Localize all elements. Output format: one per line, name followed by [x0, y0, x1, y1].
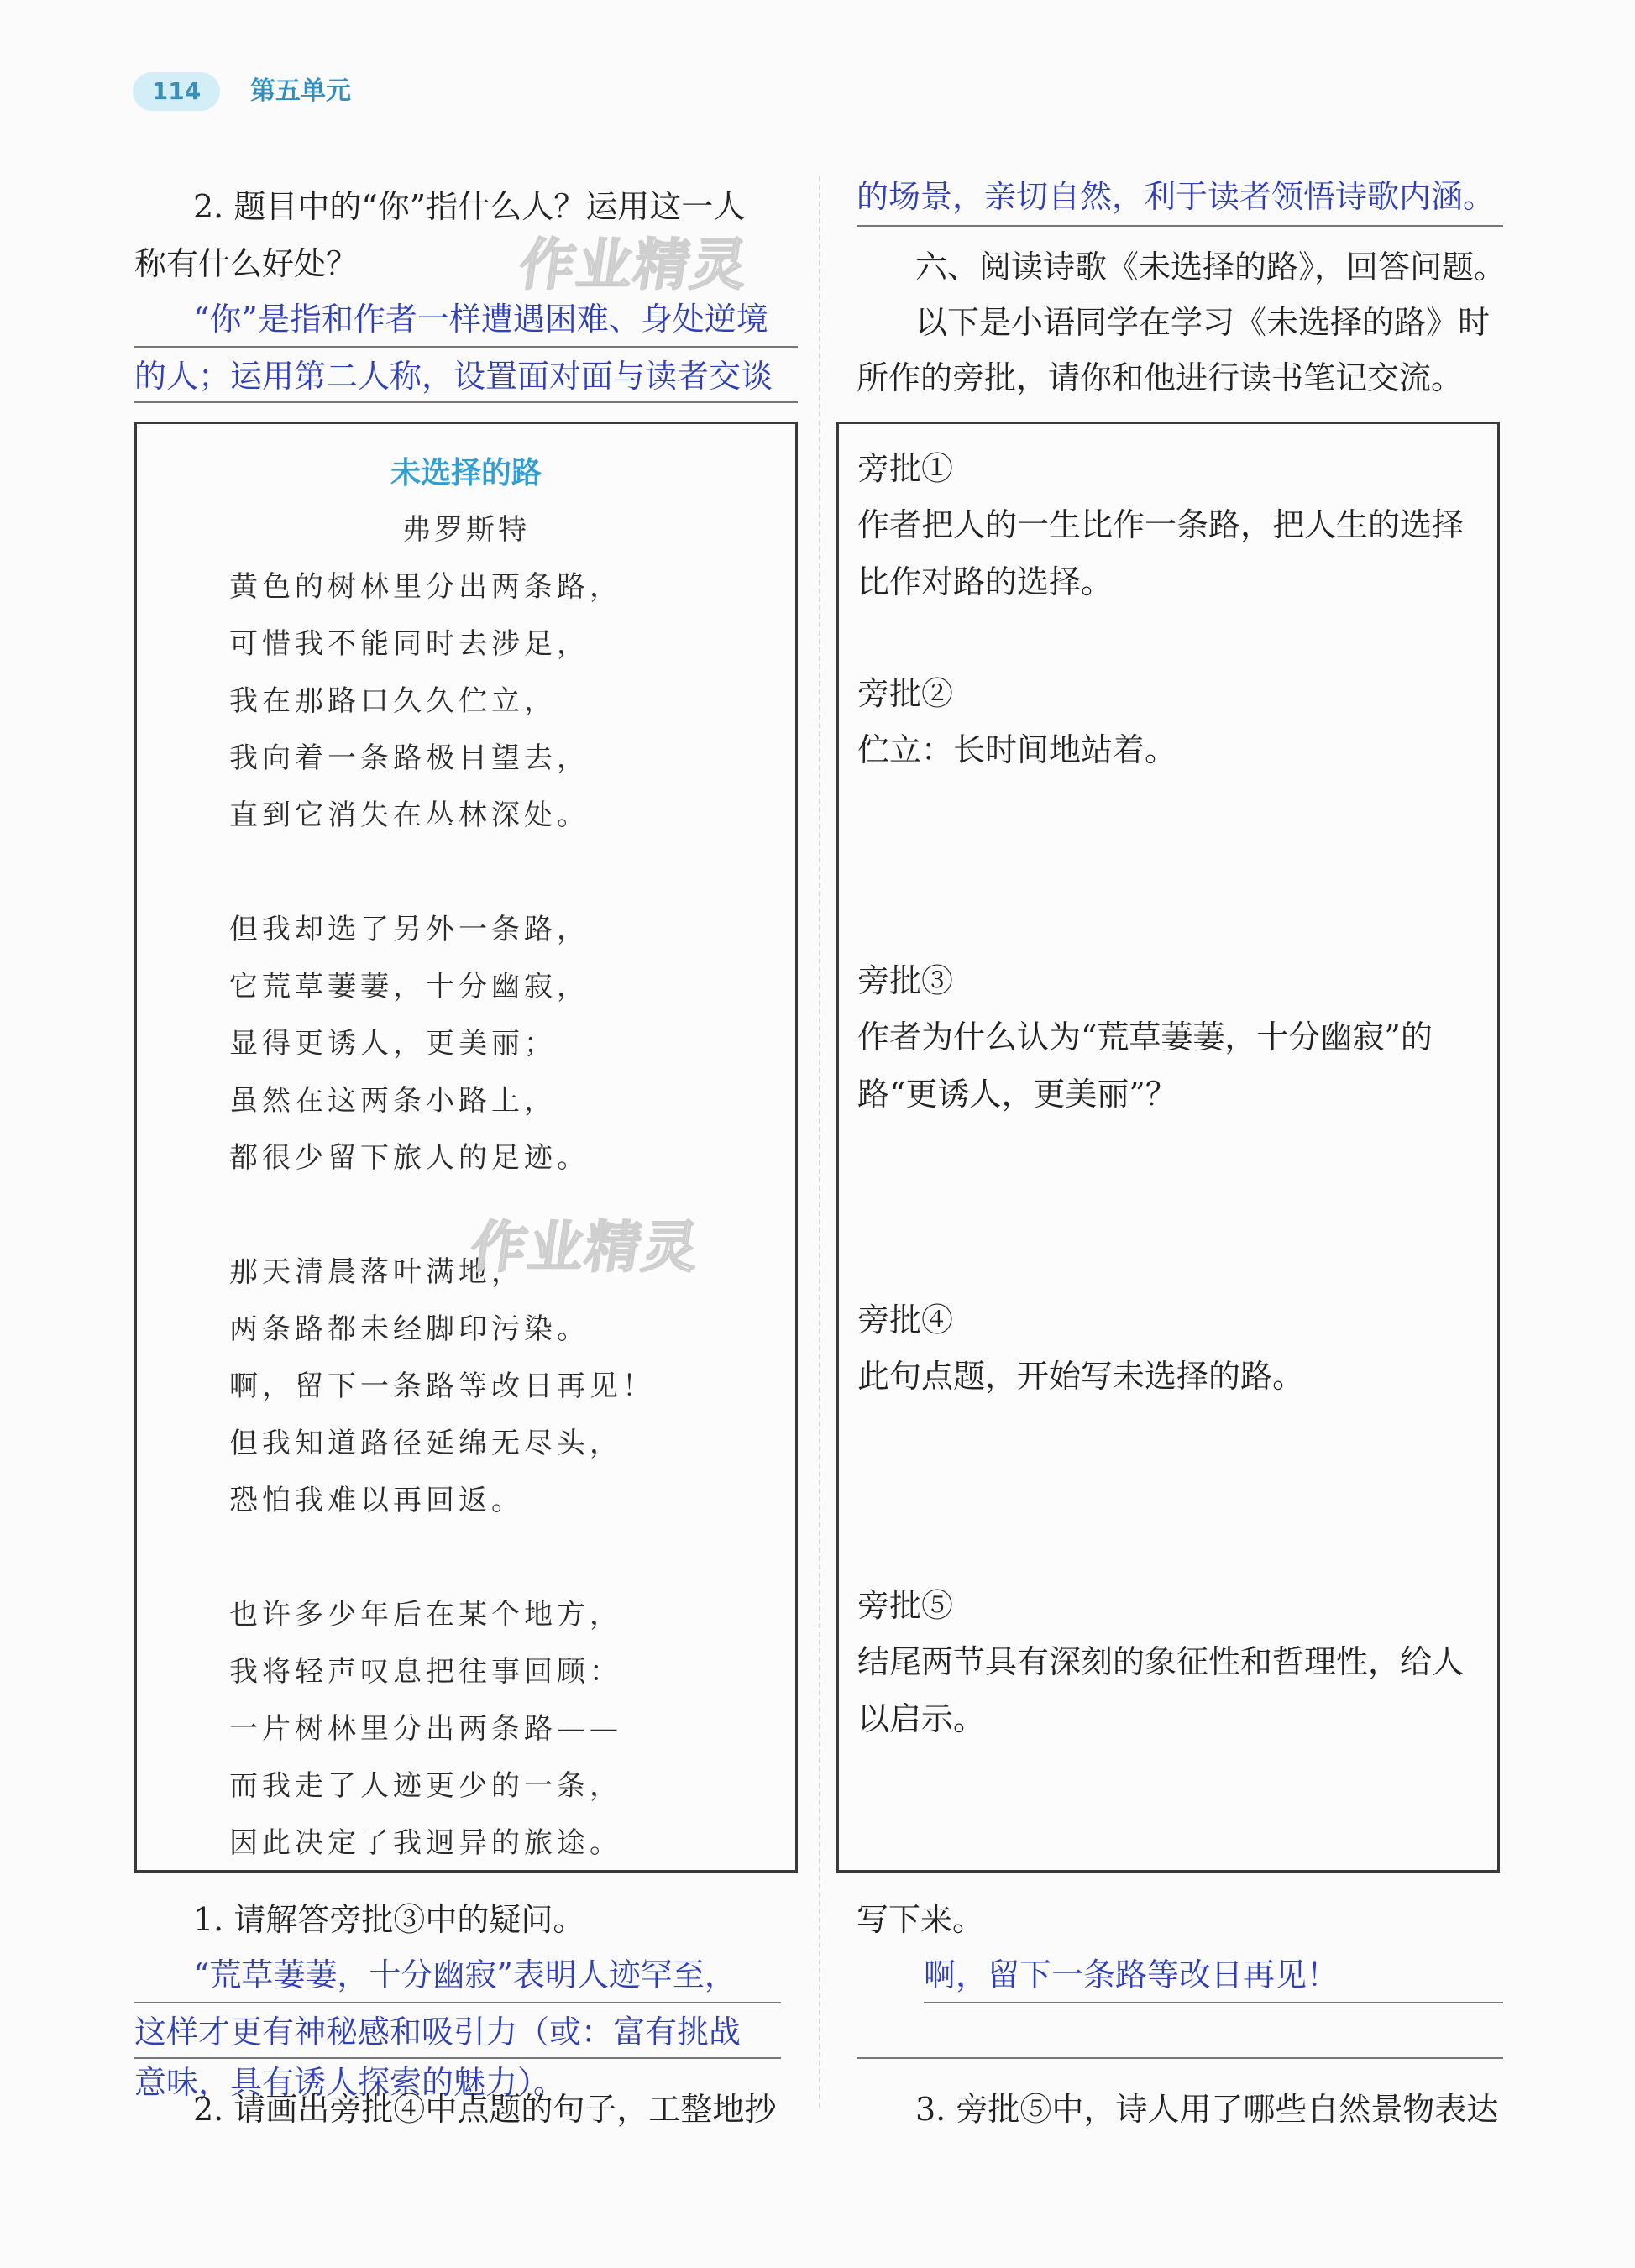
answer-2-line-2[interactable]: 的人；运用第二人称，设置面对面与读者交谈: [134, 358, 773, 395]
watermark-logo: 作业精灵: [466, 1215, 705, 1280]
poem-line: 我将轻声叹息把往事回顾：: [229, 1655, 622, 1689]
answer-rule: [857, 2057, 1503, 2059]
poem-line: 我向着一条路极目望去，: [229, 741, 590, 775]
answer-2-line-1[interactable]: “你”是指和作者一样遭遇困难、身处逆境: [193, 301, 768, 338]
watermark-logo: 作业精灵: [515, 233, 753, 297]
poem-box: [134, 422, 798, 1873]
answer-2-continued[interactable]: 的场景，亲切自然，利于读者领悟诗歌内涵。: [857, 178, 1496, 215]
page-number-badge: 114: [133, 72, 220, 111]
annotation-3-heading: 旁批③: [857, 962, 954, 999]
poem-line: 黄色的树林里分出两条路，: [229, 570, 622, 604]
poem-line: 那天清晨落叶满地，: [229, 1255, 524, 1289]
poem-line: 它荒草萋萋，十分幽寂，: [229, 970, 590, 1003]
annotation-5-heading: 旁批⑤: [857, 1587, 954, 1624]
question-1: 1. 请解答旁批③中的疑问。: [193, 1901, 585, 1938]
poem-line: 但我知道路径延绵无尽头，: [229, 1427, 622, 1460]
annotation-3-text: 作者为什么认为“荒草萋萋，十分幽寂”的路“更诱人，更美丽”？: [857, 1019, 1433, 1113]
annotation-1-heading: 旁批①: [857, 450, 954, 487]
annotation-5-text: 结尾两节具有深刻的象征性和哲理性，给人以启示。: [857, 1643, 1465, 1737]
poem-line: 恐怕我难以再回返。: [229, 1484, 524, 1517]
poem-line: 我在那路口久久伫立，: [229, 684, 557, 718]
poem-line: 而我走了人迹更少的一条，: [229, 1769, 622, 1803]
poem-line: 但我却选了另外一条路，: [229, 913, 590, 946]
intro-line-1: 以下是小语同学在学习《未选择的路》时: [915, 304, 1491, 341]
question-3: 3. 旁批⑤中，诗人用了哪些自然景物表达: [915, 2091, 1499, 2128]
question-2-line-2: 称有什么好处？: [134, 245, 359, 282]
section-six-heading: 六、阅读诗歌《未选择的路》，回答问题。: [915, 249, 1507, 285]
poem-line: 也许多少年后在某个地方，: [229, 1598, 622, 1632]
poem-line: 直到它消失在丛林深处。: [229, 799, 590, 832]
question-2-continued: 写下来。: [857, 1901, 985, 1938]
answer-rule: [924, 2002, 1503, 2003]
annotation-2-text: 伫立：长时间地站着。: [857, 731, 1177, 768]
answer-1-line-3[interactable]: 意味，具有诱人探索的魅力）。: [134, 2064, 566, 2101]
poem-line: 可惜我不能同时去涉足，: [229, 627, 590, 661]
poem-line: 因此决定了我迥异的旅途。: [229, 1826, 622, 1860]
poem-title: 未选择的路: [390, 456, 542, 490]
poem-line: 显得更诱人，更美丽；: [229, 1027, 557, 1061]
poem-line: 虽然在这两条小路上，: [229, 1084, 557, 1118]
annotation-1-text: 作者把人的一生比作一条路，把人生的选择比作对路的选择。: [857, 506, 1465, 600]
poem-line: 啊，留下一条路等改日再见！: [229, 1370, 655, 1403]
question-2-copy: 2. 请画出旁批④中点题的句子，工整地抄: [193, 2091, 777, 2128]
answer-1-line-1[interactable]: “荒草萋萋，十分幽寂”表明人迹罕至，: [193, 1956, 736, 1993]
answer-rule: [857, 225, 1503, 227]
annotation-2-heading: 旁批②: [857, 675, 954, 712]
answer-2-copied-sentence[interactable]: 啊，留下一条路等改日再见！: [924, 1956, 1339, 1993]
answer-rule: [134, 401, 798, 403]
question-2-line-1: 2. 题目中的“你”指什么人？运用这一人: [193, 188, 746, 225]
poem-line: 两条路都未经脚印污染。: [229, 1312, 590, 1346]
poem-author: 弗罗斯特: [402, 513, 530, 547]
intro-line-2: 所作的旁批，请你和他进行读书笔记交流。: [857, 359, 1464, 396]
answer-1-line-2[interactable]: 这样才更有神秘感和吸引力（或：富有挑战: [134, 2014, 742, 2051]
annotation-4-text: 此句点题，开始写未选择的路。: [857, 1358, 1305, 1395]
poem-line: 一片树林里分出两条路——: [229, 1712, 622, 1746]
annotation-4-heading: 旁批④: [857, 1302, 954, 1338]
column-divider: [819, 176, 820, 2108]
unit-title: 第五单元: [250, 76, 351, 106]
poem-line: 都很少留下旅人的足迹。: [229, 1141, 590, 1175]
annotations-box: [836, 422, 1500, 1873]
